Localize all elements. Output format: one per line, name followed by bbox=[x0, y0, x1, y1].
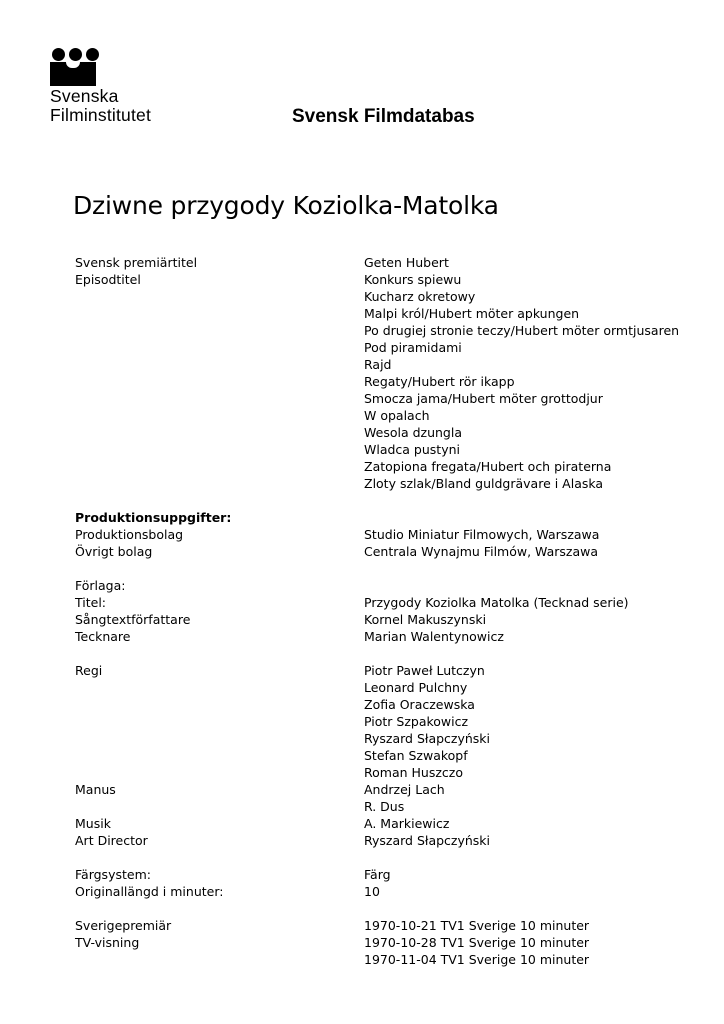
music-label: Musik bbox=[75, 816, 111, 831]
other-company-label: Övrigt bolag bbox=[75, 544, 153, 559]
film-details bbox=[75, 254, 695, 968]
source-title-row bbox=[75, 594, 695, 611]
art-director-label: Art Director bbox=[75, 833, 148, 848]
color-system-value: Färg bbox=[364, 867, 391, 882]
episode-title: Wladca pustyni bbox=[364, 442, 460, 457]
source-header: Förlaga: bbox=[75, 578, 126, 593]
lyricist-value: Kornel Makuszynski bbox=[364, 612, 487, 627]
tv-screening-label: TV-visning bbox=[75, 935, 140, 950]
director-label: Regi bbox=[75, 663, 103, 678]
page-title: Dziwne przygody Koziolka-Matolka bbox=[73, 191, 499, 220]
episode-title: Smocza jama/Hubert möter grottodjur bbox=[364, 391, 603, 406]
art-director-row bbox=[75, 832, 695, 849]
production-company-row bbox=[75, 526, 695, 543]
director-list bbox=[364, 662, 695, 781]
premiere-title-label: Svensk premiärtitel bbox=[75, 255, 198, 270]
premiere-title-value: Geten Hubert bbox=[364, 255, 449, 270]
episodes-row bbox=[75, 271, 695, 492]
writer-name: R. Dus bbox=[364, 799, 405, 814]
sweden-premiere-label: Sverigepremiär bbox=[75, 918, 172, 933]
art-director-value: Ryszard Słapczyński bbox=[364, 833, 491, 848]
color-system-row bbox=[75, 866, 695, 883]
episode-title: Malpi król/Hubert möter apkungen bbox=[364, 306, 580, 321]
director-name: Ryszard Słapczyński bbox=[364, 731, 491, 746]
artist-row bbox=[75, 628, 695, 645]
music-value: A. Markiewicz bbox=[364, 816, 450, 831]
premiere-title-row bbox=[75, 254, 695, 271]
logo-mark-icon bbox=[50, 48, 100, 86]
writer-label: Manus bbox=[75, 782, 116, 797]
music-row bbox=[75, 815, 695, 832]
lyricist-row bbox=[75, 611, 695, 628]
episode-title: Kucharz okretowy bbox=[364, 289, 476, 304]
director-name: Piotr Paweł Lutczyn bbox=[364, 663, 485, 678]
director-row bbox=[75, 662, 695, 781]
episodes-label: Episodtitel bbox=[75, 272, 141, 287]
episode-title: Konkurs spiewu bbox=[364, 272, 462, 287]
tv-screening-list bbox=[364, 934, 695, 968]
episode-title: Zloty szlak/Bland guldgrävare i Alaska bbox=[364, 476, 604, 491]
tv-screening-date: 1970-10-28 TV1 Sverige 10 minuter bbox=[364, 935, 590, 950]
episode-title: Po drugiej stronie teczy/Hubert möter ormtjusaren bbox=[364, 323, 680, 338]
episode-title: Zatopiona fregata/Hubert och piraterna bbox=[364, 459, 612, 474]
production-header: Produktionsuppgifter: bbox=[75, 510, 232, 525]
svenska-filminstitutet-logo bbox=[50, 48, 190, 128]
logo-line-2: Filminstitutet bbox=[50, 105, 152, 125]
episode-title: Pod piramidami bbox=[364, 340, 462, 355]
director-name: Stefan Szwakopf bbox=[364, 748, 468, 763]
lyricist-label: Sångtextförfattare bbox=[75, 612, 191, 627]
length-label: Originallängd i minuter: bbox=[75, 884, 224, 899]
database-title: Svensk Filmdatabas bbox=[292, 106, 475, 127]
source-title-value: Przygody Koziolka Matolka (Tecknad serie) bbox=[364, 595, 629, 610]
other-company-value: Centrala Wynajmu Filmów, Warszawa bbox=[364, 544, 599, 559]
episode-title: W opalach bbox=[364, 408, 430, 423]
length-value: 10 bbox=[364, 884, 380, 899]
writer-name: Andrzej Lach bbox=[364, 782, 445, 797]
director-name: Roman Huszczo bbox=[364, 765, 463, 780]
artist-value: Marian Walentynowicz bbox=[364, 629, 504, 644]
episode-list bbox=[364, 271, 695, 492]
length-row bbox=[75, 883, 695, 900]
writer-row bbox=[75, 781, 695, 815]
sweden-premiere-value: 1970-10-21 TV1 Sverige 10 minuter bbox=[364, 918, 590, 933]
sweden-premiere-row bbox=[75, 917, 695, 934]
other-company-row bbox=[75, 543, 695, 560]
director-name: Piotr Szpakowicz bbox=[364, 714, 469, 729]
tv-screening-row bbox=[75, 934, 695, 968]
color-system-label: Färgsystem: bbox=[75, 867, 151, 882]
source-title-label: Titel: bbox=[75, 595, 106, 610]
logo-text bbox=[50, 87, 190, 125]
episode-title: Wesola dzungla bbox=[364, 425, 462, 440]
episode-title: Regaty/Hubert rör ikapp bbox=[364, 374, 515, 389]
production-company-label: Produktionsbolag bbox=[75, 527, 184, 542]
director-name: Zofia Oraczewska bbox=[364, 697, 475, 712]
artist-label: Tecknare bbox=[75, 629, 131, 644]
source-header-row bbox=[75, 577, 695, 594]
logo-line-1: Svenska bbox=[50, 86, 119, 106]
tv-screening-date: 1970-11-04 TV1 Sverige 10 minuter bbox=[364, 952, 590, 967]
director-name: Leonard Pulchny bbox=[364, 680, 468, 695]
writer-list bbox=[364, 781, 695, 815]
episode-title: Rajd bbox=[364, 357, 392, 372]
production-company-value: Studio Miniatur Filmowych, Warszawa bbox=[364, 527, 600, 542]
